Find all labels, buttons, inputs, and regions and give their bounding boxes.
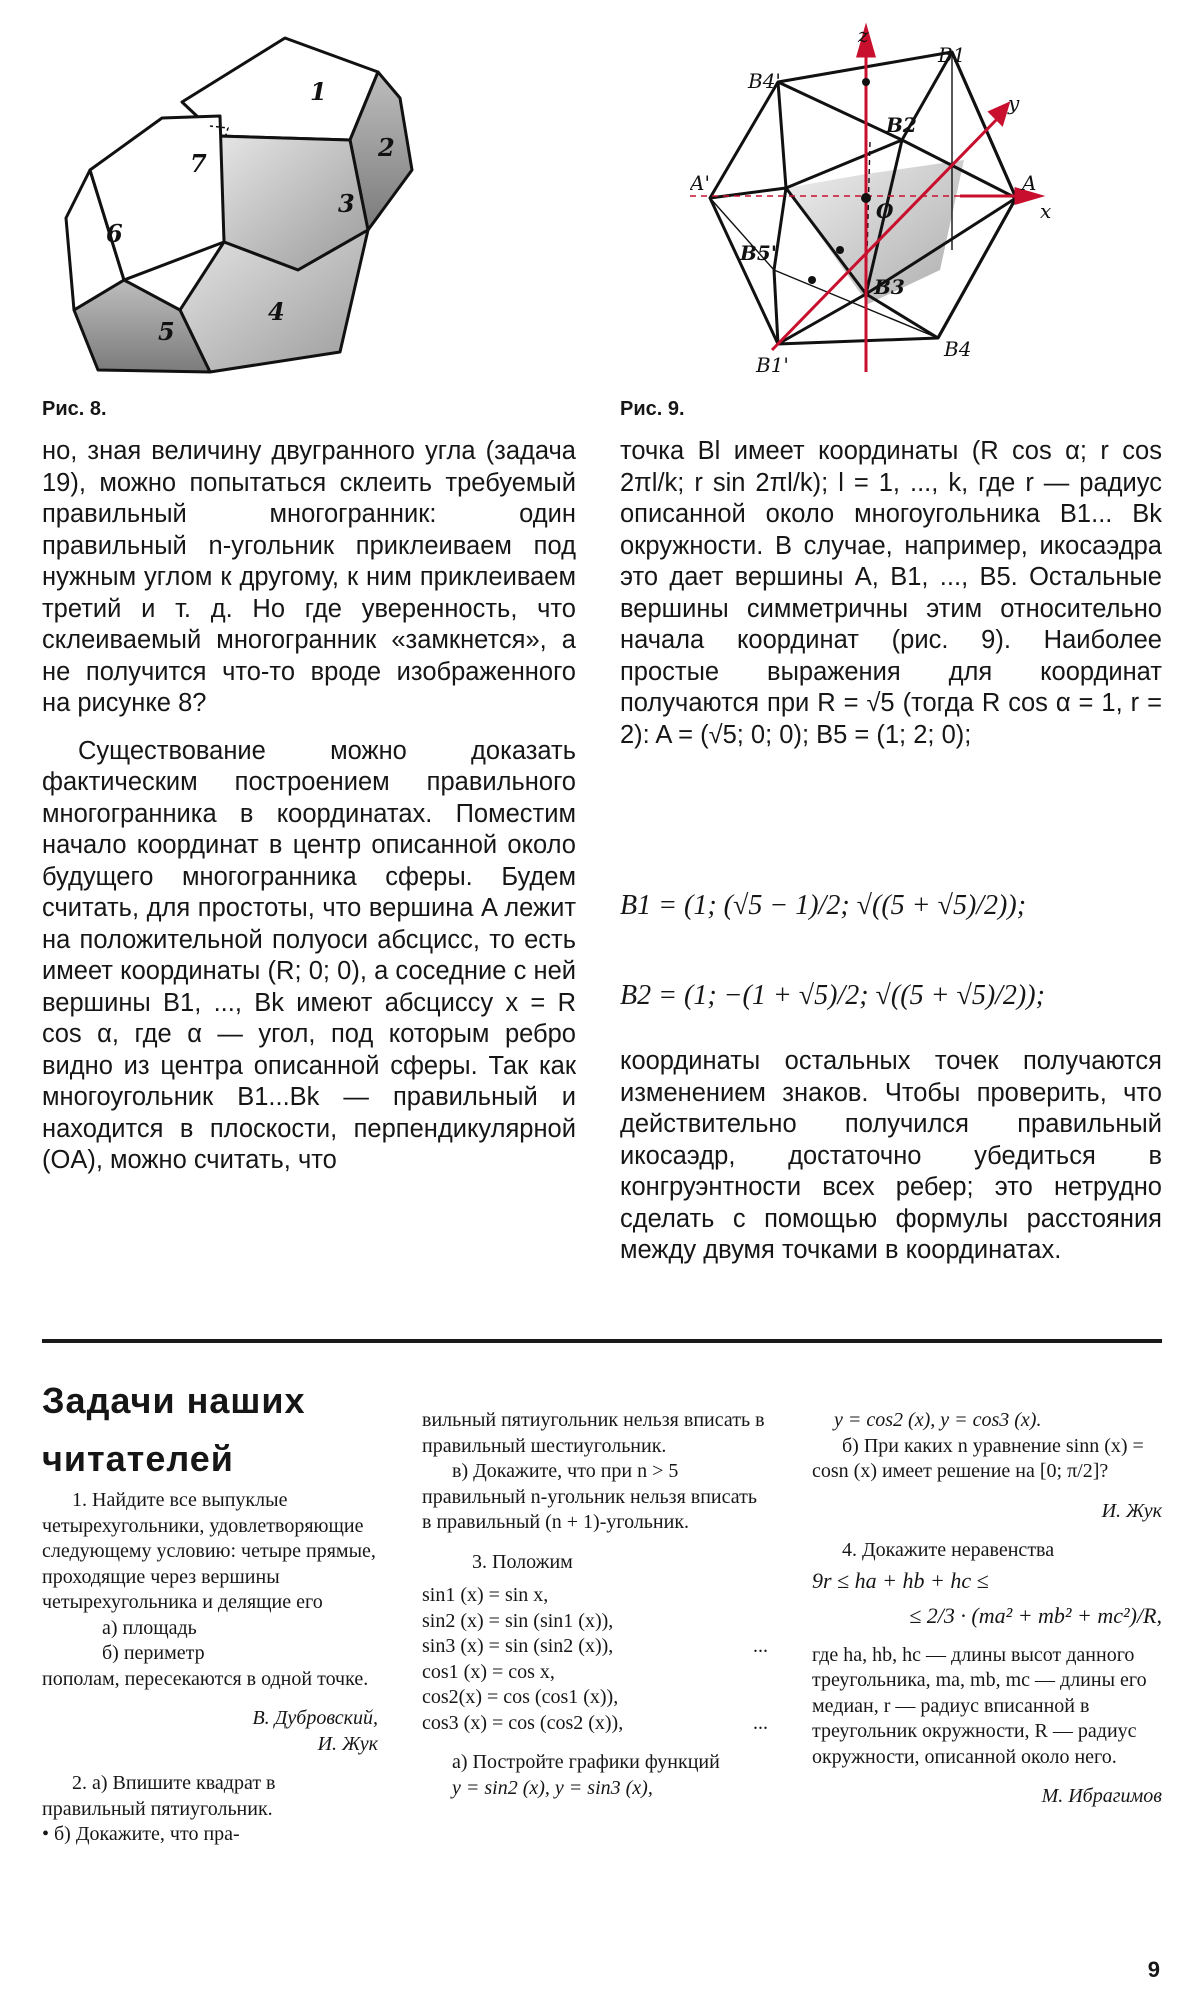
problem-4-inequality-2: ≤ 2/3 · (ma² + mb² + mc²)/R,	[909, 1603, 1162, 1628]
problem-4-text: где ha, hb, hc — длины высот данного треугольника, ma, mb, mc — длины его медиан, r — радиус вписанной в треугольник окружности, R — радиус окружности, описанной около него.	[812, 1643, 1147, 1768]
problem-2-b-cont: вильный пятиугольник нельзя вписать в правильный шестиугольник.	[422, 1409, 765, 1457]
figure-9-caption: Рис. 9.	[620, 398, 685, 420]
problem-1-intro: 1. Найдите все выпуклые четырехугольники, удовлетворяющие следующему условию: четыре прямые, проходящие через вершины четырехугольника и делящие его	[42, 1489, 376, 1613]
left-column	[42, 436, 576, 1177]
problems-column-1	[42, 1488, 378, 1848]
problem-3-author: И. Жук	[1101, 1499, 1162, 1522]
face-label-7: 7	[190, 149, 207, 178]
vertex-label-B5p: B5'	[740, 241, 777, 265]
vertex-label-B4p: B4'	[748, 69, 781, 93]
origin-label-O: O	[876, 199, 894, 223]
problem-3-a-funcs: y = sin2 (x), y = sin3 (x),	[452, 1776, 653, 1799]
vertex-label-B3: B3	[874, 275, 905, 299]
definition-line-2: sin2 (x) = sin (sin1 (x)),	[422, 1609, 614, 1632]
problem-3-b: б) При каких n уравнение sinn (x) = cosn (x) имеет решение на [0; π/2]?	[812, 1434, 1144, 1482]
right-para-2: координаты остальных точек получаются изменением знаков. Чтобы проверить, что действительно получился правильный икосаэдр, достаточно убедиться в конгруэнтности всех ребер; это нетрудно сделать с помощью формулы расстояния между двумя точками в координатах.	[620, 1047, 1162, 1264]
problem-2-c: в) Докажите, что при n > 5 правильный n-угольник нельзя вписать в правильный (n + 1)-угольник.	[422, 1460, 757, 1533]
figure-9-icosahedron	[690, 20, 1070, 390]
problem-4-author: М. Ибрагимов	[1041, 1785, 1162, 1807]
problem-1-a: а) площадь	[102, 1616, 197, 1639]
problem-1-end: пополам, пересекаются в одной точке.	[42, 1667, 369, 1690]
formula-B2: B2 = (1; −(1 + √5)/2; √((5 + √5)/2));	[620, 980, 1045, 1011]
vertex-label-A: A	[1022, 171, 1037, 195]
face-label-1: 1	[310, 77, 327, 106]
face-label-6: 6	[106, 219, 123, 248]
definition-line-1: sin1 (x) = sin x,	[422, 1584, 549, 1606]
face-label-3: 3	[338, 189, 355, 218]
definition-line-6: cos3 (x) = cos (cos2 (x)),	[422, 1711, 624, 1734]
left-para-1: но, зная величину двугранного угла (задача 19), можно попытаться склеить требуемый правильный многогранник: один правильный n-угольник приклеиваем под нужным углом к другому, к ним приклеиваем третий и т. д. Но где уверенность, что склеиваемый многогранник «замкнется», а не получится что-то вроде изображенного на рисунке 8?	[42, 437, 576, 717]
axis-label-z: z	[858, 23, 869, 47]
right-para-1: точка Bl имеет координаты (R cos α; r cos 2πl/k; r sin 2πl/k); l = 1, ..., k, где r — радиус описанной около многоугольника B1... Bk окружности. В случае, например, икосаэдра это дает вершины A, B1, ..., B5. Остальные вершины симметричны этим относительно начала координат (рис. 9). Наиболее простые выражения для координат получаются при R = √5 (тогда R cos α = 1, r = 2): A = (√5; 0; 0); B5 = (1; 2; 0);	[620, 437, 1162, 749]
formula-B1: B1 = (1; (√5 − 1)/2; √((5 + √5)/2));	[620, 890, 1027, 921]
problem-1-author-1: В. Дубровский,	[252, 1707, 378, 1729]
ellipsis-1: ...	[753, 1635, 768, 1657]
problem-3-title: 3. Положим	[472, 1550, 573, 1573]
vertex-label-B4: B4	[944, 337, 972, 361]
right-column-end	[620, 1046, 1162, 1267]
problem-3-a-funcs-2: y = cos2 (x), y = cos3 (x).	[834, 1409, 1042, 1431]
face-label-5: 5	[158, 317, 175, 346]
problem-1-author-2: И. Жук	[317, 1732, 378, 1755]
ellipsis-2: ...	[753, 1711, 768, 1734]
problem-2-b: • б) Докажите, что пра-	[42, 1823, 240, 1845]
axis-label-y: y	[1008, 91, 1020, 115]
figure-8-caption: Рис. 8.	[42, 398, 107, 420]
right-column	[620, 436, 1162, 751]
definition-line-5: cos2(x) = cos (cos1 (x)),	[422, 1686, 619, 1708]
definition-line-4: cos1 (x) = cos x,	[422, 1660, 555, 1683]
problem-4-inequality-1: 9r ≤ ha + hb + hc ≤	[812, 1567, 989, 1593]
problem-1-b: б) периметр	[102, 1642, 205, 1664]
section-divider	[42, 1339, 1162, 1343]
problem-4-title: 4. Докажите неравенства	[842, 1539, 1055, 1561]
vertex-label-B1: B1	[938, 43, 966, 67]
problems-column-2	[422, 1408, 768, 1801]
problem-3-a: а) Постройте графики функций	[452, 1751, 720, 1773]
vertex-label-B1p: B1'	[756, 353, 789, 377]
problem-2-a: 2. а) Впишите квадрат в правильный пятиугольник.	[42, 1772, 276, 1820]
problems-column-3	[812, 1408, 1162, 1810]
figure-8-polyhedron	[60, 20, 580, 390]
vertex-label-B2: B2	[886, 113, 917, 137]
section-heading: Задачи наших читателей	[42, 1380, 306, 1479]
axis-label-x: x	[1040, 199, 1052, 223]
left-para-2: Существование можно доказать фактическим построением правильного многогранника в координатах. Поместим начало координат в центр описанной около будущего многогранника сферы. Будем считать, для простоты, что вершина A лежит на положительной полуоси абсцисс, то есть имеет координаты (R; 0; 0), а соседние с ней вершины B1, ..., Bk имеют абсциссу x = R cos α, где α — угол, под которым ребро видно из центра описанной сферы. Так как многоугольник B1...Bk — правильный и находится в плоскости, перпендикулярной (OA), можно считать, что	[42, 736, 576, 1174]
definition-line-3: sin3 (x) = sin (sin2 (x)),	[422, 1635, 614, 1657]
page-number: 9	[1147, 1957, 1160, 1982]
vertex-label-Ap: A'	[690, 171, 710, 195]
face-label-2: 2	[378, 133, 395, 162]
face-label-4: 4	[268, 297, 285, 326]
